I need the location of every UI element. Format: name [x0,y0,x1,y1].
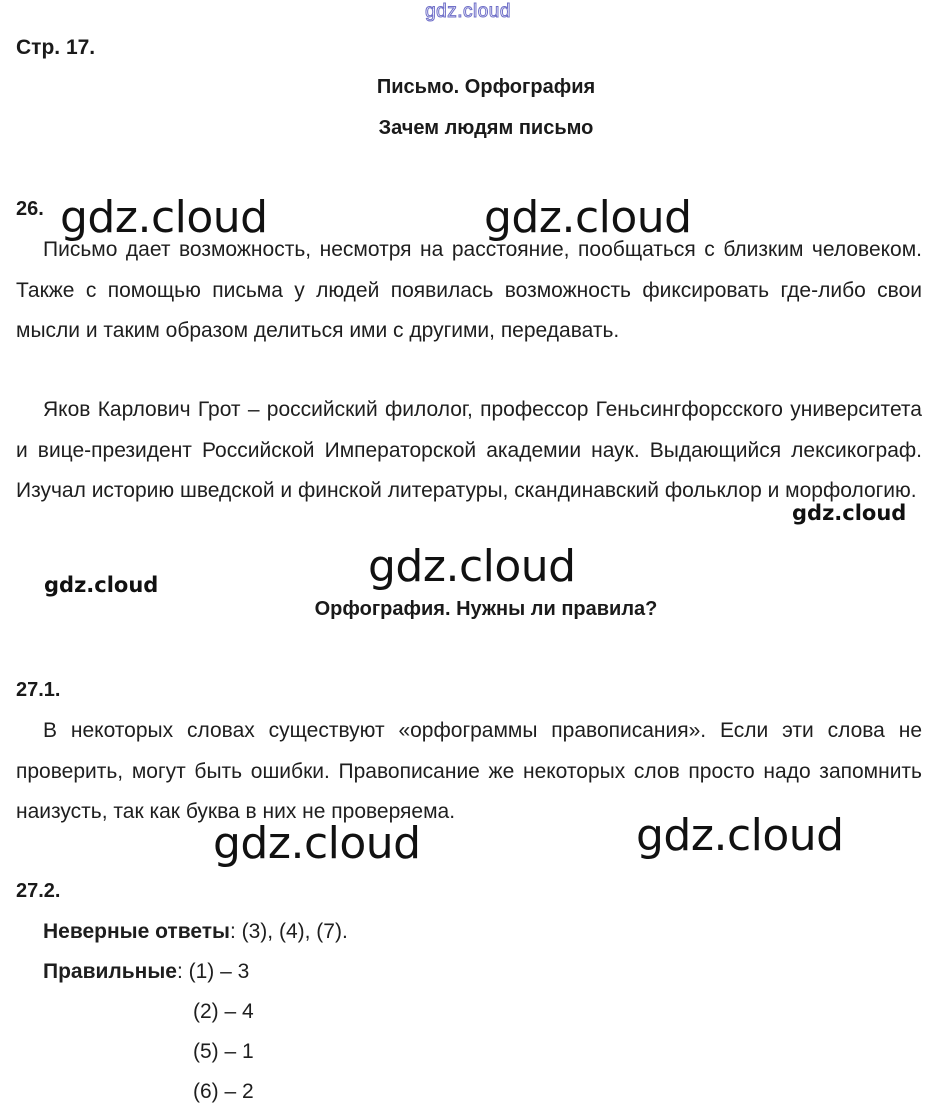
task-26-paragraph-2: Яков Карлович Грот – российский филолог, профессор Геньсингфорсского университета и вице-президент Российской Императорской академии наук. Выдающийся лексикограф. Изучал историю шведской и финской литературы, скандинавский фольклор и морфологию. [16,398,922,502]
subsection-heading-why-writing: Зачем людям письмо [378,117,594,139]
right-answer-item: (2) – 4 [193,1000,254,1023]
wrong-answers-line [43,920,348,944]
watermark: gdz.cloud [636,810,844,861]
task-27-1-paragraph: В некоторых словах существуют «орфограммы правописания». Если эти слова не проверить, могут быть ошибки. Правописание же некоторых слов просто надо запомнить наизусть, так как буква в них не проверяема. [16,719,922,823]
task-26-number: 26. [16,198,44,220]
right-answers-label: Правильные [43,960,177,983]
wrong-answers-values: : (3), (4), (7). [229,920,348,943]
right-answer-item: (5) – 1 [193,1040,254,1063]
watermark: gdz.cloud [484,192,692,243]
watermark: gdz.cloud [60,192,268,243]
wrong-answers-label: Неверные ответы [43,920,230,943]
right-answer-item: : (1) – 3 [176,960,250,983]
right-answers-line [43,960,249,984]
page-label: Стр. 17. [16,36,96,59]
watermark: gdz.cloud [213,818,421,869]
watermark: gdz.cloud [368,541,576,592]
section-heading-writing: Письмо. Орфография [376,76,596,98]
watermark: gdz.cloud [44,573,159,597]
watermark: gdz.cloud [792,501,907,525]
subsection-heading-spelling-rules: Орфография. Нужны ли правила? [314,598,658,620]
task-26-paragraph-1: Письмо дает возможность, несмотря на расстояние, пообщаться с близким человеком. Также с помощью письма у людей появилась возможность фиксировать где-либо свои мысли и таким образом делиться ими с другими, передавать. [16,238,922,342]
right-answer-item: (6) – 2 [193,1080,254,1103]
top-watermark: gdz.cloud [425,1,511,22]
task-27-1-number: 27.1. [16,679,61,701]
task-27-2-number: 27.2. [16,880,61,902]
